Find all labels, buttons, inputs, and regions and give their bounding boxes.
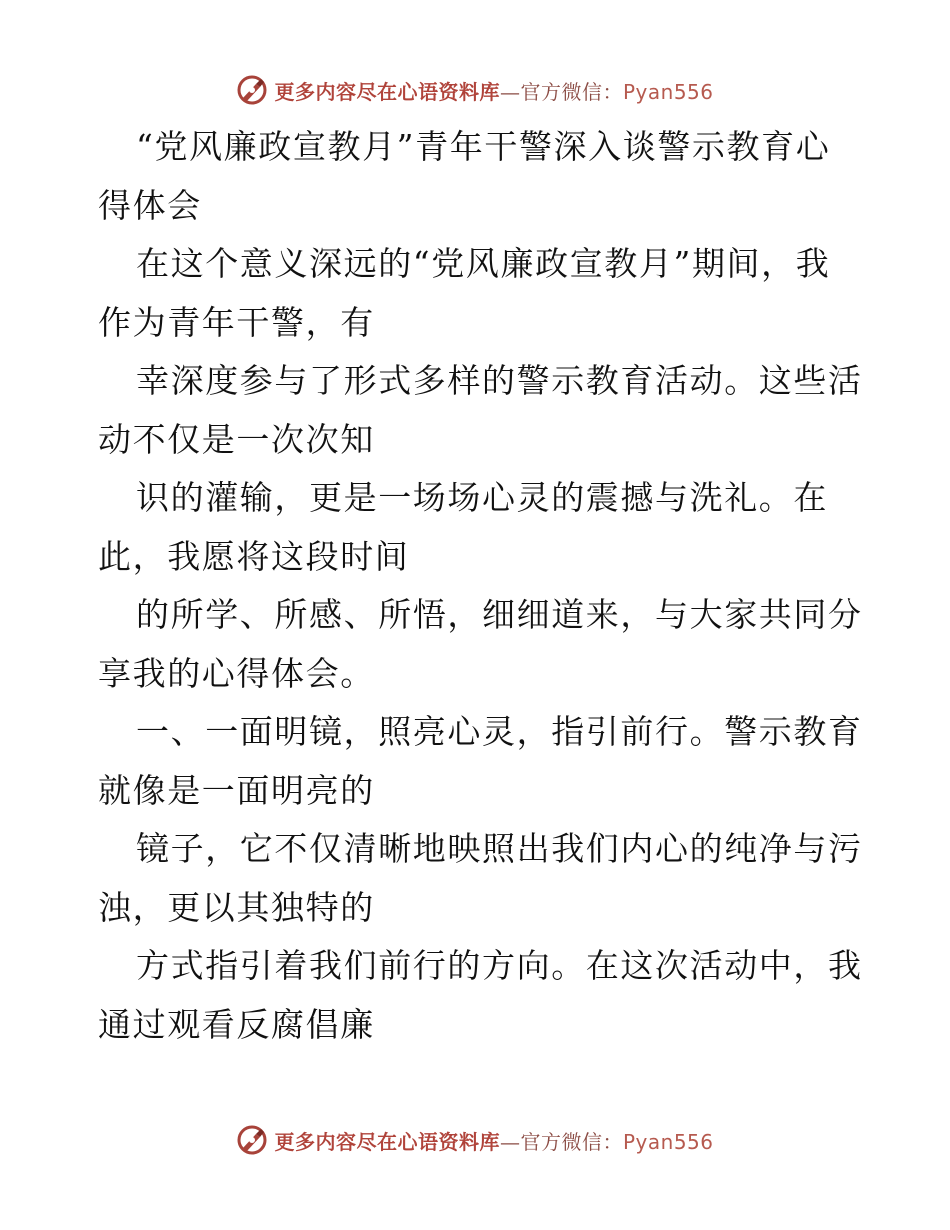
- paragraph-line: 就像是一面明亮的: [98, 770, 375, 810]
- title-line-1: “党风廉政宣教月”青年干警深入谈警示教育心: [136, 127, 831, 166]
- paragraph-line: 幸深度参与了形式多样的警示教育活动。这些活: [136, 361, 863, 400]
- paragraph-line: 通过观看反腐倡廉: [98, 1004, 375, 1044]
- paragraph-line: 方式指引着我们前行的方向。在这次活动中，我: [136, 946, 863, 985]
- banner-text: [274, 1126, 713, 1155]
- section-heading-line: 一、一面明镜，照亮心灵，指引前行。警示教育: [136, 712, 863, 751]
- banner-dash: —: [499, 79, 521, 104]
- banner-brand: 更多内容尽在心语资料库: [274, 1129, 500, 1154]
- paragraph-line: 镜子，它不仅清晰地映照出我们内心的纯净与污: [136, 829, 863, 868]
- paragraph-line: 作为青年干警，有: [98, 302, 375, 342]
- banner-wechat-id: Pyan556: [622, 1129, 714, 1154]
- banner-wechat-label: 官方微信：: [520, 1129, 623, 1154]
- pen-logo-icon: [236, 74, 268, 106]
- paragraph-line: 享我的心得体会。: [98, 653, 375, 693]
- pen-logo-icon: [236, 1124, 268, 1156]
- banner-wechat-id: Pyan556: [622, 79, 714, 104]
- banner-brand: 更多内容尽在心语资料库: [274, 79, 500, 104]
- banner-text: [274, 76, 713, 105]
- header-banner: [0, 70, 950, 110]
- title-line-2: 得体会: [98, 185, 202, 225]
- banner-wechat-label: 官方微信：: [520, 79, 623, 104]
- document-body: [98, 118, 863, 1054]
- paragraph-line: 浊，更以其独特的: [98, 887, 375, 927]
- banner-dash: —: [499, 1129, 521, 1154]
- paragraph-line: 在这个意义深远的“党风廉政宣教月”期间，我: [136, 244, 831, 283]
- paragraph-line: 动不仅是一次次知: [98, 419, 375, 459]
- footer-banner: [0, 1120, 950, 1160]
- paragraph-line: 的所学、所感、所悟，细细道来，与大家共同分: [136, 595, 863, 634]
- paragraph-line: 此，我愿将这段时间: [98, 536, 410, 576]
- paragraph-line: 识的灌输，更是一场场心灵的震撼与洗礼。在: [136, 478, 828, 517]
